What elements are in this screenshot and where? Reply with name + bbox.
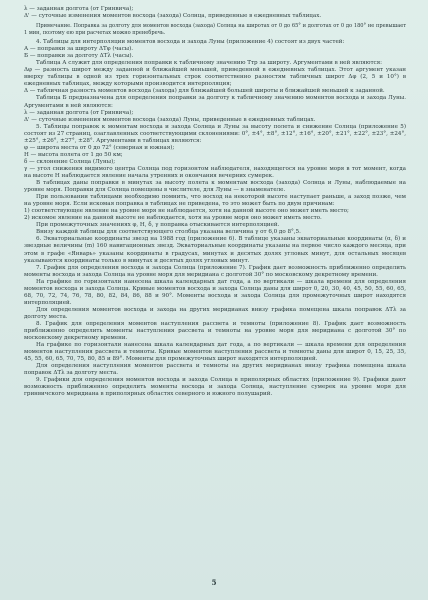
paragraph: 2) искомое явление на данной высоте не наблюдается, хотя на уровне моря оно может иметь место. bbox=[24, 215, 322, 222]
paragraph: А — поправки за широту ΔTφ (часы). bbox=[24, 46, 134, 53]
paragraph: 4. Таблицы для интерполяции моментов восхода и захода Луны (приложение 4) состоят из двух частей: bbox=[36, 39, 345, 46]
paragraph: При пользовании таблицами необходимо помнить, что восход на некоторой высоте наступает раньше, а заход позже, чем на уровне моря. Если искомая поправка в таблицах не приведена, то это может быть по двум причинам: bbox=[24, 194, 406, 208]
page-body-text bbox=[24, 6, 406, 398]
paragraph: На графике по горизонтали нанесена шкала календарных дат года, а по вертикали — шкала времени для определения моментов наступления рассвета и темноты. Кривые моментов наступления рассвета и темноты даны для широт 0, 15, 25, 35, 45, 55, 60, 65, 70, 75, 80, 85 и 89°. Моменты для промежуточных широт находятся интерполяцией. bbox=[24, 342, 406, 363]
paragraph: 7. График для определения восхода и захода Солнца (приложение 7). График дает возможность приближенно определить моменты восхода и захода Солнца на уровне моря для меридиана с долготой 30° по московскому декретному времени. bbox=[24, 264, 406, 278]
paragraph: λ — заданная долгота (от Гринвича); bbox=[24, 109, 134, 116]
paragraph: φ — широта места от 0 до 72° (северная и южная); bbox=[24, 144, 175, 151]
paragraph: 5. Таблицы поправок к моментам восхода и захода Солнца и Луны за высоту полета и снижение Солнца (приложение 5) состоят из 27 страниц, озаглавленных соответствующими склонениями: 0°, ±4°, ±8°, ±12°, ±16°, ±20°, ±21°, ±22°, ±23°, ±24°, ±25°, ±26°, ±27°, ±28°. Аргументами в таблицах являются: bbox=[24, 123, 406, 144]
paragraph: Таблица А служит для определения поправки к табличному значению Tтр за широту. Аргументами в ней являются: bbox=[36, 60, 383, 67]
paragraph: Внизу каждой таблицы для соответствующего столбца указана величина γ от 6,0 до 8°,5. bbox=[36, 229, 301, 236]
paragraph: γ — угол снижения видимого центра Солнца под горизонтом наблюдателя, находящегося на уровне моря в тот момент, когда на высоте H наблюдается явление начала утренних и окончания вечерних сумерек. bbox=[24, 165, 406, 179]
paragraph: Примечание. Поправка за долготу для моментов восхода (захода) Солнца на широтах от 0 до 65° и долготах от 0 до 180° не превышает 1 мин, поэтому ею при расчетах можно пренебречь. bbox=[24, 23, 406, 36]
paragraph: В таблицах даны поправки в минутах за высоту полета к моментам восхода (захода) Солнца и Луны, наблюдаемые на уровне моря. Поправки для Солнца помещены в числителе, для Луны — в знаменателе. bbox=[24, 180, 406, 194]
paragraph: Таблица Б предназначена для определения поправки за долготу к табличному значению моментов восхода и захода Луны. Аргументами в ней являются: bbox=[24, 95, 406, 109]
page-number: 5 bbox=[211, 578, 217, 587]
paragraph: δ — склонение Солнца (Луны); bbox=[24, 158, 116, 165]
paragraph: 1) соответствующее явление на уровне моря не наблюдается, хотя на данной высоте оно может иметь место; bbox=[24, 208, 349, 215]
paragraph: Δ' — суточные изменения моментов восхода (захода) Луны, приведенные в ежедневных таблицах. bbox=[24, 116, 316, 123]
paragraph: 6. Экваториальные координаты звезд на 1988 год (приложение 6). В таблице указаны экваториальные координаты (α, δ) и звездные величины (m) 160 навигационных звезд. Экваториальные координаты указаны на первое число каждого месяца, при этом в графе «Январь» указаны координаты в градусах, минутах и десятых долях угловых минут, для остальных месяцев указываются координаты только в минутах и десятых долях угловых минут. bbox=[24, 236, 406, 264]
paragraph: Δφ — разность широт между заданной и ближайшей меньшей, приведенной в ежедневных таблицах. Этот аргумент указан вверху таблицы в одной из трех горизонтальных строк соответственно разностям табличных широт Δφ (2, 5 и 10°) в ежедневных таблицах, между которыми производится интерполяция; bbox=[24, 67, 406, 88]
paragraph: Δ — табличная разность моментов восхода (захода) для ближайшей большей широты и ближайшей меньшей к заданной. bbox=[24, 88, 385, 95]
paragraph: λ — заданная долгота (от Гринвича); bbox=[24, 6, 134, 12]
paragraph: Для определения наступления моментов рассвета и темноты на других меридианах внизу графика помещена шкала поправок ΔTλ за долготу места. bbox=[24, 363, 406, 377]
paragraph: Δ' — суточные изменения моментов восхода (захода) Солнца, приведенные в ежедневных таблицах. bbox=[24, 13, 322, 20]
paragraph: 9. Графики для определения моментов восхода и захода Солнца в приполярных областях (приложение 9). Графики дают возможность приближенно определить моменты восхода и захода Солнца, наступление сумерек на уровне моря для гринвичского меридиана в приполярных областях северного и южного полушарий. bbox=[24, 377, 406, 398]
paragraph: Б — поправки за долготу ΔTλ (часы). bbox=[24, 53, 134, 60]
paragraph: На графике по горизонтали нанесена шкала календарных дат года, а по вертикали — шкала времени для определения моментов восхода и захода Солнца. Кривые моментов восхода и захода Солнца даны для широт 0, 20, 30, 40, 45, 50, 55, 60, 65, 68, 70, 72, 74, 76, 78, 80, 82, 84, 86, 88 и 90°. Моменты восхода и захода Солнца для промежуточных широт находятся интерполяцией. bbox=[24, 278, 406, 306]
paragraph: При промежуточных значениях φ, H, δ, γ поправка отыскивается интерполяцией. bbox=[36, 222, 280, 229]
paragraph: H — высота полета от 1 до 50 км; bbox=[24, 151, 123, 158]
paragraph: Для определения моментов восхода и захода на других меридианах внизу графика помещена шкала поправок ΔTλ за долготу места. bbox=[24, 306, 406, 320]
paragraph: 8. График для определения моментов наступления рассвета и темноты (приложение 8). График дает возможность приближенно определить моменты наступления рассвета и темноты на уровне моря для меридиана с долготой 30° по московскому декретному времени. bbox=[24, 320, 406, 342]
